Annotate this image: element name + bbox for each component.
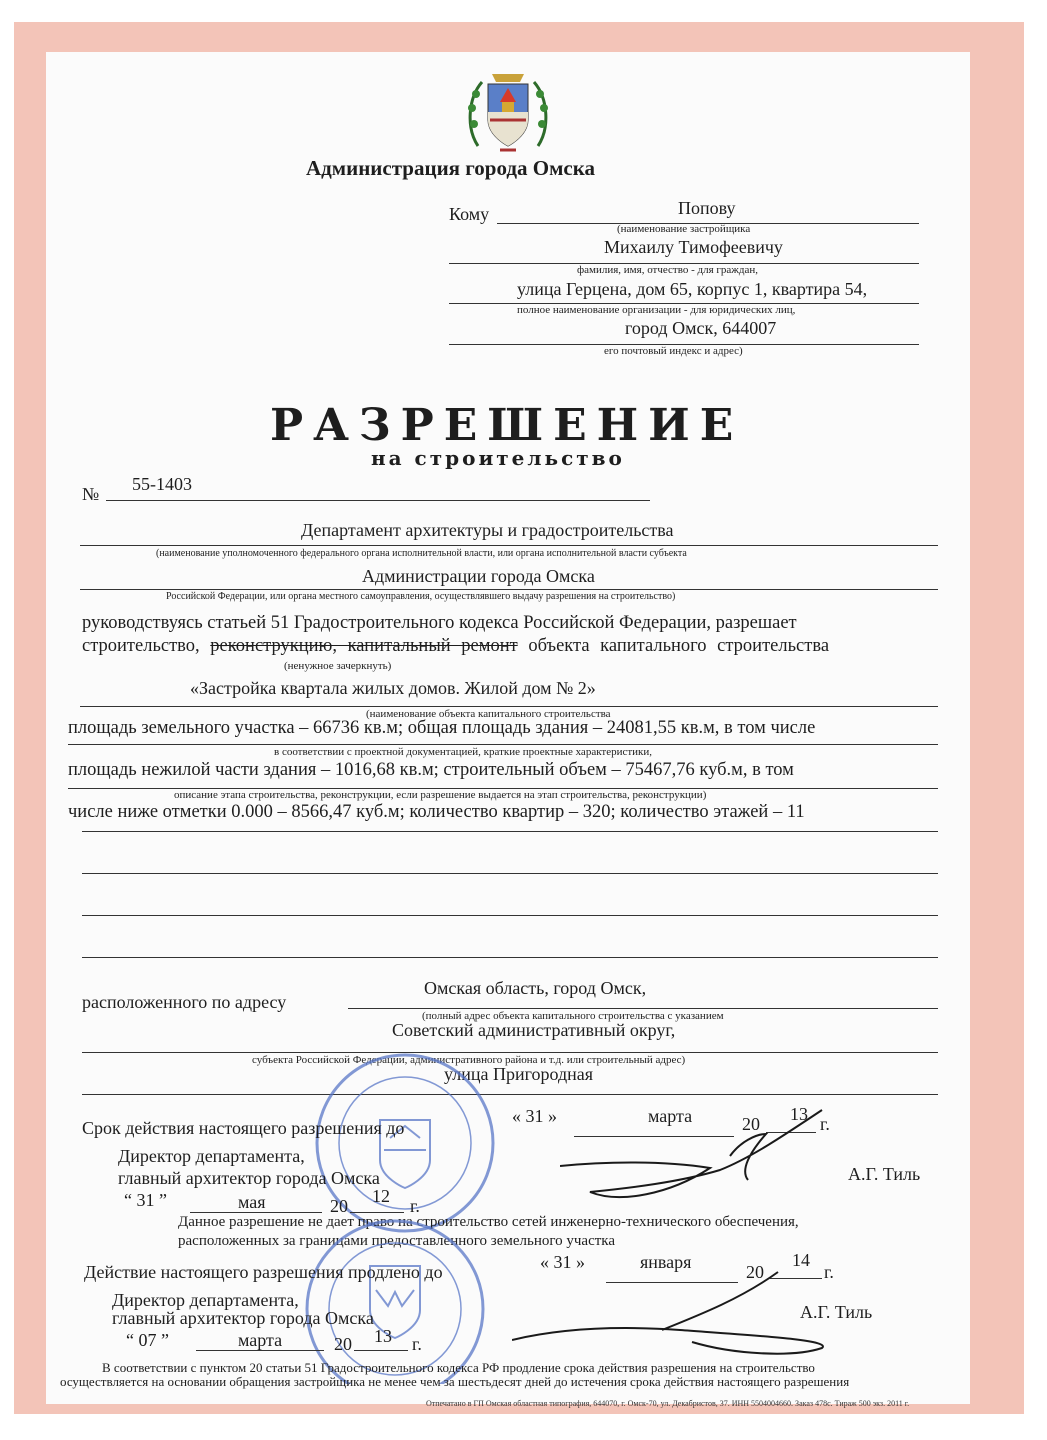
signature-2 [512,1270,842,1362]
extension-year-suffix: г. [824,1262,834,1282]
location-label: расположенного по адресу [82,992,287,1012]
validity-year: 13 [790,1104,808,1124]
underline [82,831,938,832]
caption-fio: фамилия, имя, отчество - для граждан, [577,264,759,276]
underline [68,744,938,745]
caption-developer: (наименование застройщика [617,223,751,235]
to-label: Кому [449,204,490,224]
validity-day: « 31 » [512,1106,557,1126]
body-line-1: руководствуясь статьей 51 Градостроительного кодекса Российской Федерации, разрешает [82,613,797,633]
issuer-department: Департамент архитектуры и градостроительства [301,520,674,540]
underline [80,706,938,707]
underline [350,1212,404,1213]
caption-strike: (ненужное зачеркнуть) [284,660,392,672]
underline [106,500,650,501]
object-name: «Застройка квартала жилых домов. Жилой дом № 2» [190,678,596,698]
ext-sign-day: “ 07 ” [126,1330,169,1350]
caption-issuer-2: Российской Федерации, или органа местного самоуправления, осуществлявшего выдачу разрешения на строительство) [166,591,676,602]
caption-org: полное наименование организации - для юридических лиц, [517,304,796,316]
ext-signer-name: А.Г. Тиль [800,1302,873,1322]
signature [560,1108,840,1208]
caption-post: его почтовый индекс и адрес) [604,345,743,357]
caption-characteristics: в соответствии с проектной документацией, краткие проектные характеристики, [274,746,653,758]
recipient-surname: Попову [678,198,736,218]
underline [80,589,938,590]
ext-sign-month: марта [238,1330,283,1350]
note-line-1: Данное разрешение не дает право на строительство сетей инженерно-технического обеспечения, [178,1214,799,1230]
validity-year-prefix: 20 [742,1114,760,1134]
sign-year: 12 [372,1186,390,1206]
extension-month: января [640,1252,692,1272]
location-line-1: Омская область, город Омск, [424,978,647,998]
director-title-1: Директор департамента, [118,1146,305,1166]
sign-year-prefix: 20 [330,1196,348,1216]
recipient-address: улица Герцена, дом 65, корпус 1, квартира 54, [517,279,868,299]
administration-title: Администрация города Омска [306,156,595,180]
permit-number: 55-1403 [132,474,192,494]
caption-object: (наименование объекта капитального строительства [366,708,611,720]
footer-line-2: осуществляется на основании обращения застройщика не менее чем за шестьдесят дней до истечения срока действия настоящего разрешения [60,1374,850,1389]
underline [348,1008,938,1009]
sign-day: “ 31 ” [124,1190,167,1210]
ext-director-title-1: Директор департамента, [112,1290,299,1310]
blank-line [82,873,938,874]
signer-name: А.Г. Тиль [848,1164,921,1184]
coat-of-arms-emblem [464,68,552,156]
extension-year-prefix: 20 [746,1262,764,1282]
validity-label: Срок действия настоящего разрешения до [82,1118,405,1138]
characteristics-line-3: числе ниже отметки 0.000 – 8566,47 куб.м; количество квартир – 320; количество этажей – 11 [68,802,805,822]
extension-label: Действие настоящего разрешения продлено до [84,1262,443,1282]
round-stamp-2 [300,1214,490,1384]
underline [190,1212,322,1213]
underline [82,1094,938,1095]
footer-line-1: В соответствии с пунктом 20 статьи 51 Градостроительного кодекса РФ продление срока действия разрешения на строительство [102,1360,815,1375]
document-title: РАЗРЕШЕНИЕ [270,400,744,451]
validity-year-suffix: г. [820,1114,830,1134]
sign-year-suffix: г. [410,1196,420,1216]
sign-month: мая [238,1192,266,1212]
location-line-3: улица Пригородная [444,1064,594,1084]
issuer-administration: Администрации города Омска [362,566,595,586]
underline [80,545,938,546]
director-title-2: главный архитектор города Омска [118,1168,380,1188]
validity-month: марта [648,1106,693,1126]
extension-year: 14 [792,1250,810,1270]
struck-text: реконструкцию, капитальный ремонт [210,636,518,656]
printer-imprint: Отпечатано в ГП Омская областная типография, 644070, г. Омск-70, ул. Декабристов, 37. ИНН 5504004660. Заказ 478с. Тираж 500 экз. 2011 г. [426,1399,910,1408]
blank-line [82,957,938,958]
caption-location-2: субъекта Российской Федерации, административного района и т.д. или строительный адрес) [252,1054,686,1066]
characteristics-line-2: площадь нежилой части здания – 1016,68 кв.м; строительный объем – 75467,76 куб.м, в том [68,760,794,780]
blank-line [82,915,938,916]
location-line-2: Советский административный округ, [392,1020,676,1040]
underline [354,1350,408,1351]
characteristics-line-1: площадь земельного участка – 66736 кв.м; общая площадь здания – 24081,55 кв.м, в том числе [68,718,816,738]
recipient-name: Михаилу Тимофеевичу [604,237,783,257]
caption-issuer-1: (наименование уполномоченного федерального органа исполнительной власти, или органа исполнительной власти субъекта [156,548,687,559]
ext-sign-year-suffix: г. [412,1334,422,1354]
extension-day: « 31 » [540,1252,585,1272]
underline [196,1350,324,1351]
underline [82,1052,938,1053]
ext-sign-year: 13 [374,1326,392,1346]
recipient-city: город Омск, 644007 [625,318,777,338]
document-subtitle: на строительство [371,446,625,470]
caption-stage: описание этапа строительства, реконструкции, если разрешение выдается на этап строительства, реконструкции) [174,789,707,801]
body-line-2: строительство, реконструкцию, капитальный ремонт объекта капитального строительства [82,636,830,656]
note-line-2: расположенных за границами предоставленного земельного участка [178,1233,616,1249]
ext-director-title-2: главный архитектор города Омска [112,1308,374,1328]
number-label: № [82,484,100,504]
ext-sign-year-prefix: 20 [334,1334,352,1354]
caption-location-1: (полный адрес объекта капитального строительства с указанием [422,1010,724,1022]
